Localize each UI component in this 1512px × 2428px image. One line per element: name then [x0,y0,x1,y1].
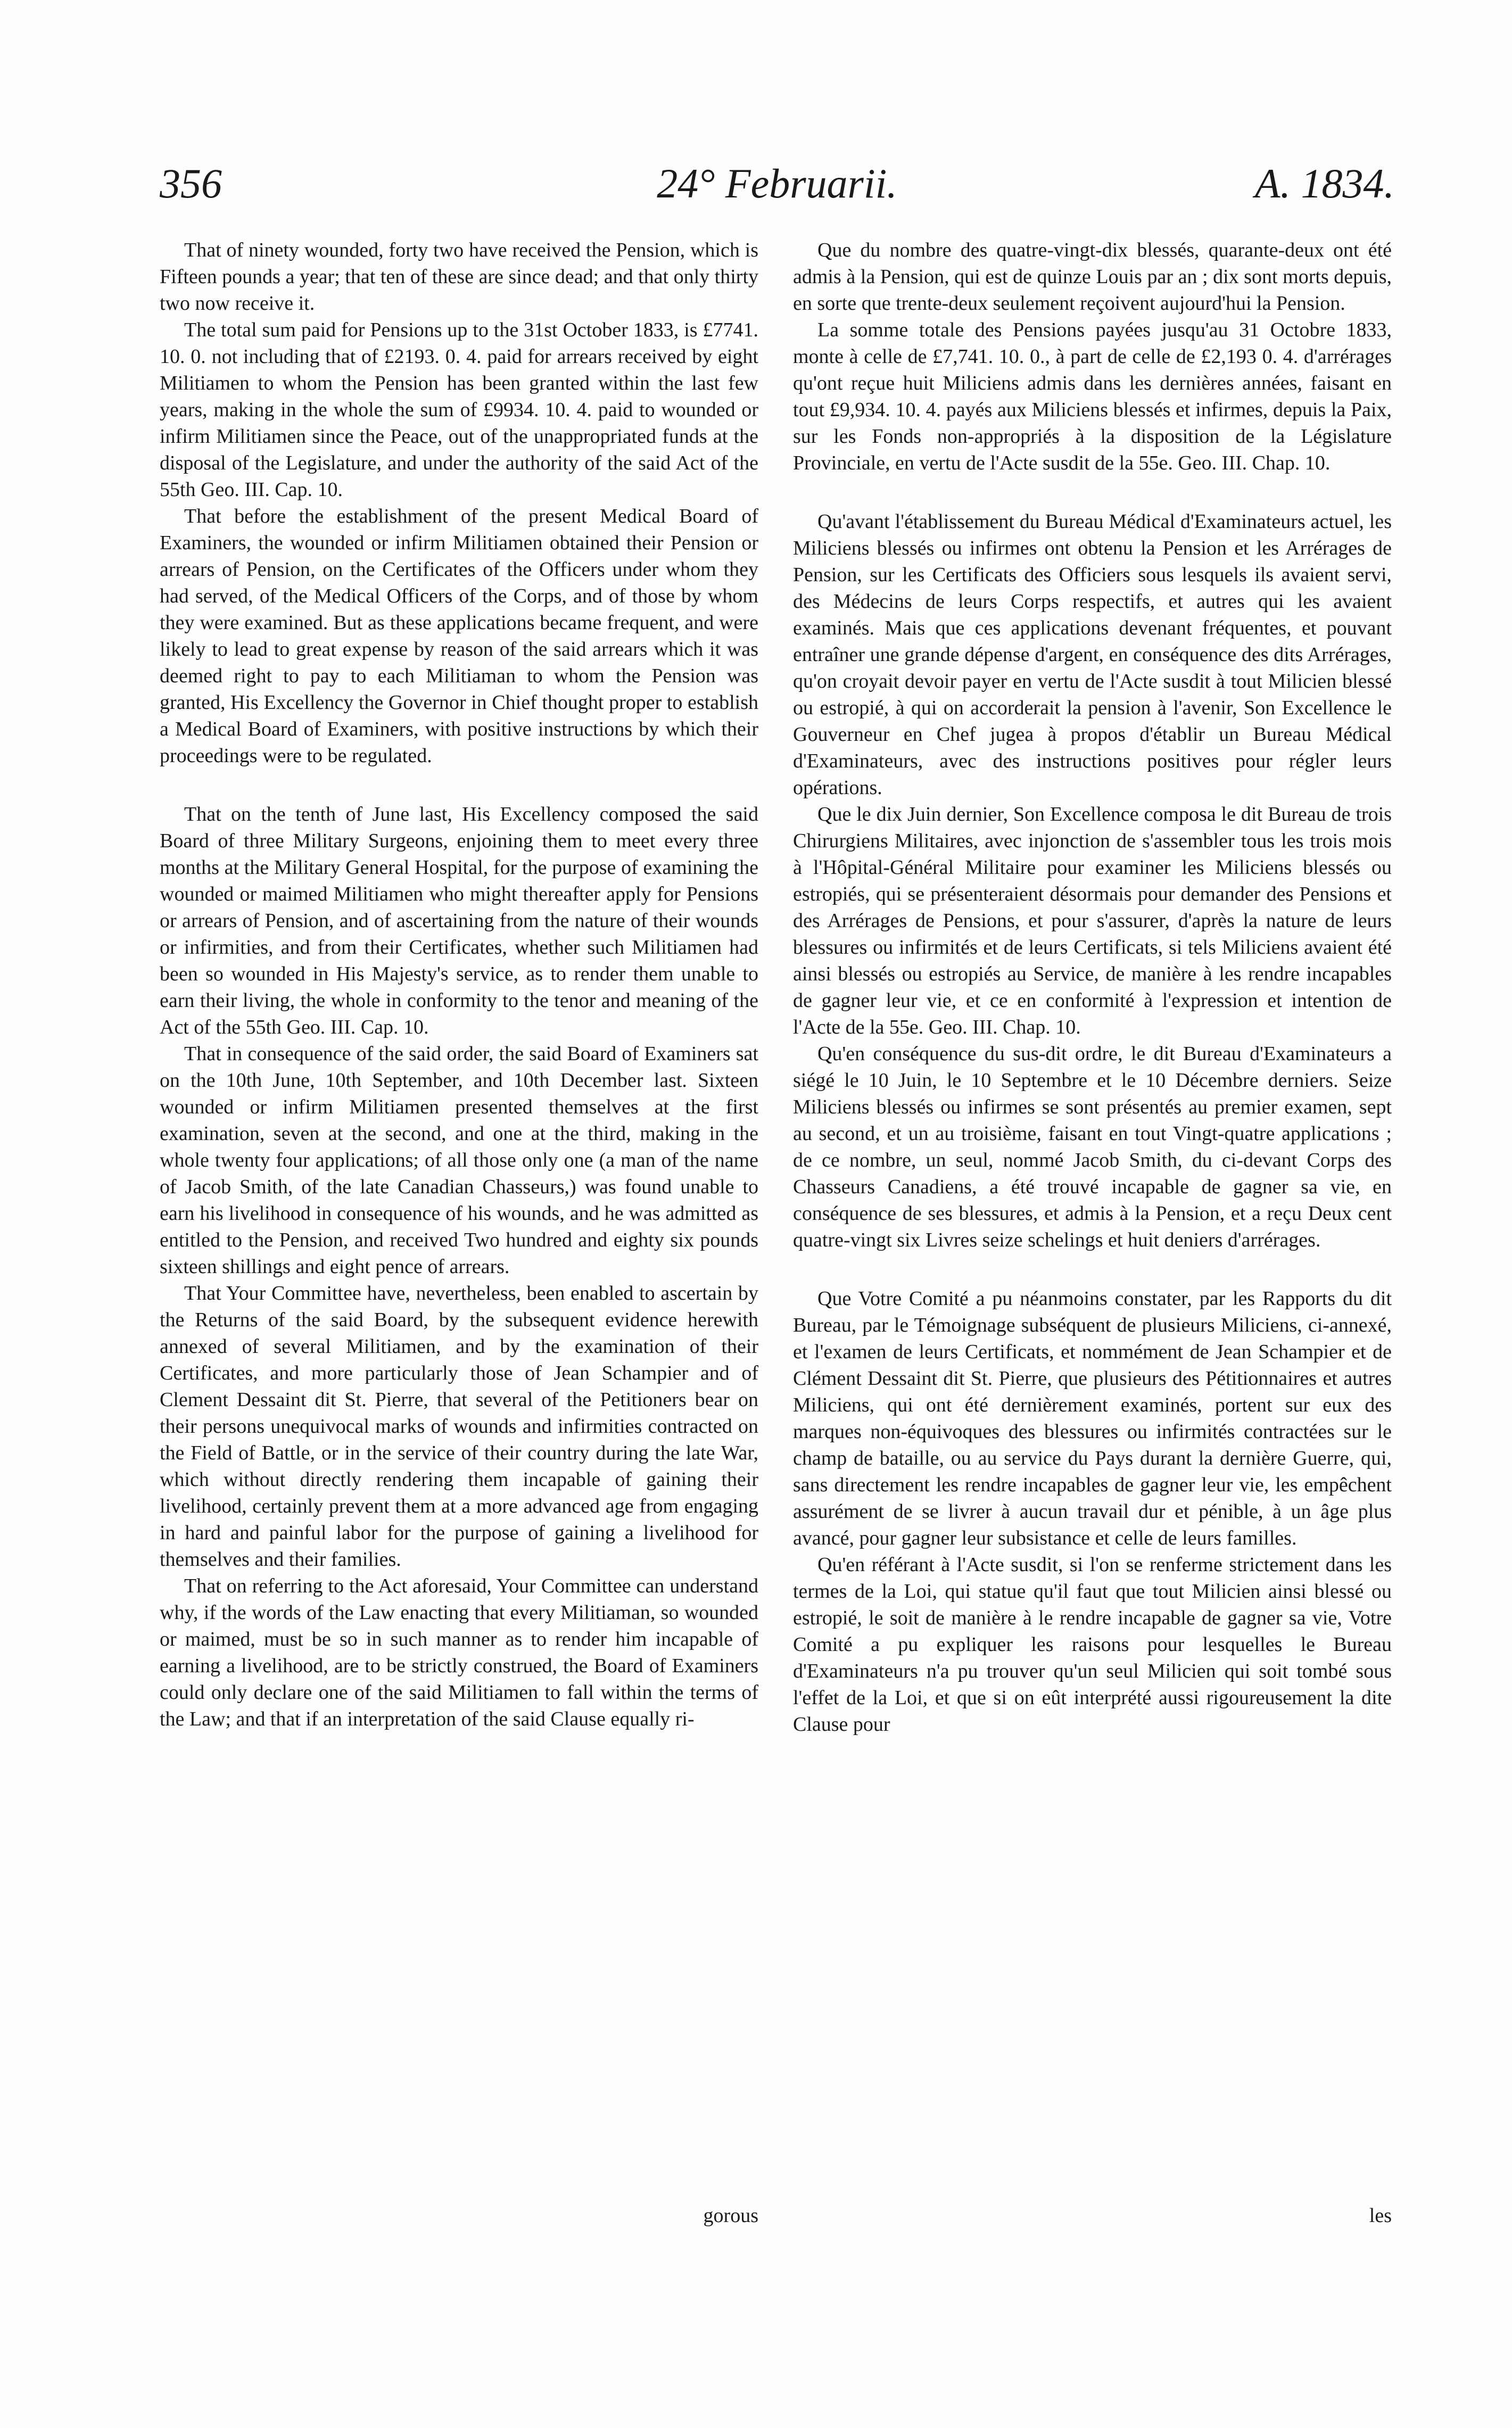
paragraph-fr-5: Qu'en conséquence du sus-dit ordre, le dit Bureau d'Examinateurs a siégé le 10 Juin, le 10 Septembre et le 10 Décembre derniers. Seize Miliciens blessés ou infirmes se sont présentés au premier examen, sept au second, et un au troisième, faisant en tout Vingt-quatre applications ; de ce nombre, un seul, nommé Jacob Smith, du ci-devant Corps des Chasseurs Canadiens, a été trouvé incapable de gagner sa vie, en conséquence de ses blessures, et admis à la Pension, et a reçu Deux cent quatre-vingt six Livres seize schelings et huit deniers d'arrérages. [793,1043,1392,1251]
paragraph-en-5: That in consequence of the said order, the said Board of Examiners sat on the 10th June, 10th September, and 10th December last. Sixteen wounded or infirm Militiamen presented themselves at the first examination, seven at the second, and one at the third, making in the whole twenty four applications; of all those only one (a man of the name of Jacob Smith, of the late Canadian Chasseurs,) was found unable to earn his livelihood in consequence of his wounds, and he was admitted as entitled to the Pension, and received Two hundred and eighty six pounds sixteen shillings and eight pence of arrears. [160,1043,758,1278]
page-number: 356 [160,160,222,207]
page-header [160,160,1394,218]
paragraph-en-3: That before the establishment of the present Medical Board of Examiners, the wounded or infirm Militiamen obtained their Pension or arrears of Pension, on the Certificates of the Officers under whom they had served, of the Medical Officers of the Corps, and of those by whom they were examined. But as these applications became frequent, and were likely to lead to great expense by reason of the said arrears which it was deemed right to pay to each Militiaman to whom the Pension was granted, His Excellency the Governor in Chief thought proper to establish a Medical Board of Examiners, with positive instructions by which their proceedings were to be regulated. [160,505,758,767]
paragraph-fr-4: Que le dix Juin dernier, Son Excellence composa le dit Bureau de trois Chirurgiens Militaires, avec injonction de s'assembler tous les trois mois à l'Hôpital-Général Militaire pour examiner les Miliciens blessés ou estropiés, qui se présenteraient désormais pour demander des Pensions et des Arrérages de Pensions, et pour s'assurer, d'après la nature de leurs blessures ou infirmités et de leurs Certificats, si tels Miliciens avaient été ainsi blessés ou estropiés au Service, de manière à les rendre incapables de gagner leur vie, et ce en conformité à l'expression et intention de l'Acte de la 55e. Geo. III. Chap. 10. [793,803,1392,1038]
paragraph-fr-2: La somme totale des Pensions payées jusqu'au 31 Octobre 1833, monte à celle de £7,741. 10. 0., à part de celle de £2,193 0. 4. d'arrérages qu'ont reçue huit Miliciens admis dans les dernières années, faisant en tout £9,934. 10. 4. payés aux Miliciens blessés et infirmes, depuis la Paix, sur les Fonds non-appropriés à la disposition de la Législature Provinciale, en vertu de l'Acte susdit de la 55e. Geo. III. Chap. 10. [793,319,1392,474]
paragraph-en-4: That on the tenth of June last, His Excellency composed the said Board of three Military Surgeons, enjoining them to meet every three months at the Military General Hospital, for the purpose of examining the wounded or maimed Militiamen who might thereafter apply for Pensions or arrears of Pension, and of ascertaining from the nature of their wounds or infirmities, and from their Certificates, whether such Militiamen had been so wounded in His Majesty's service, as to render them unable to earn their living, the whole in conformity to the tenor and meaning of the Act of the 55th Geo. III. Cap. 10. [160,803,758,1038]
french-column [793,237,1392,1738]
english-column [160,237,758,1732]
paragraph-en-7: That on referring to the Act aforesaid, Your Committee can understand why, if the words of the Law enacting that every Militiaman, so wounded or maimed, must be so in such manner as to render him incapable of earning a livelihood, are to be strictly construed, the Board of Examiners could only declare one of the said Militiamen to fall within the terms of the Law; and that if an interpretation of the said Clause equally ri- [160,1575,758,1730]
paragraph-fr-3: Qu'avant l'établissement du Bureau Médical d'Examinateurs actuel, les Miliciens blessés ou infirmes ont obtenu la Pension et les Arrérages de Pension, sur les Certificats des Officiers sous lesquels ils avaient servi, des Médecins de leurs Corps respectifs, et autres qui les avaient examinés. Mais que ces applications devenant fréquentes, et pouvant entraîner une grande dépense d'argent, en conséquence des dits Arrérages, qu'on croyait devoir payer en vertu de l'Acte susdit à tout Milicien blessé ou estropié, à qui on accorderait la pension à l'avenir, Son Excellence le Gouverneur en Chef jugea à propos d'établir un Bureau Médical d'Examinateurs, avec des instructions positives pour régler leurs opérations. [793,510,1392,799]
running-title: 24° Februarii. [657,160,897,207]
paragraph-fr-1: Que du nombre des quatre-vingt-dix blessés, quarante-deux ont été admis à la Pension, qui est de quinze Louis par an ; dix sont morts depuis, en sorte que trente-deux seulement reçoivent aujourd'hui la Pension. [793,239,1392,315]
catchword-french: les [1369,2204,1392,2227]
paragraph-en-2: The total sum paid for Pensions up to the 31st October 1833, is £7741. 10. 0. not including that of £2193. 0. 4. paid for arrears received by eight Militiamen to whom the Pension has been granted within the last few years, making in the whole the sum of £9934. 10. 4. paid to wounded or infirm Militiamen since the Peace, out of the unappropriated funds at the disposal of the Legislature, and under the authority of the said Act of the 55th Geo. III. Cap. 10. [160,319,758,501]
year-heading: A. 1834. [1254,160,1394,207]
paragraph-en-1: That of ninety wounded, forty two have received the Pension, which is Fifteen pounds a year; that ten of these are since dead; and that only thirty two now receive it. [160,239,758,315]
paragraph-fr-6: Que Votre Comité a pu néanmoins constater, par les Rapports du dit Bureau, par le Témoignage subséquent de plusieurs Miliciens, ci-annexé, et l'examen de leurs Certificats, et nommément de Jean Schampier et de Clément Dessaint dit St. Pierre, que plusieurs des Pétitionnaires et autres Miliciens, qui ont été dernièrement examinés, portent sur eux des marques non-équivoques des blessures ou infirmités contractées sur le champ de bataille, ou au service du Pays durant la dernière Guerre, qui, sans directement les rendre incapables de gagner leur vie, les empêchent assurément de se livrer à aucun travail dur et pénible, à un âge plus avancé, pour gagner leur subsistance et celle de leurs familles. [793,1287,1392,1549]
catchword-english: gorous [703,2204,758,2227]
paragraph-en-6: That Your Committee have, nevertheless, been enabled to ascertain by the Returns of the said Board, by the subsequent evidence herewith annexed of several Militiamen, and by the examination of their Certificates, and more particularly those of Jean Schampier and of Clement Dessaint dit St. Pierre, that several of the Petitioners bear on their persons unequivocal marks of wounds and infirmities contracted on the Field of Battle, or in the service of their country during the late War, which without directly rendering them incapable of gaining their livelihood, certainly prevent them at a more advanced age from engaging in hard and painful labor for the purpose of gaining a livelihood for themselves and their families. [160,1282,758,1571]
paragraph-fr-7: Qu'en référant à l'Acte susdit, si l'on se renferme strictement dans les termes de la Loi, qui statue qu'il faut que tout Milicien ainsi blessé ou estropié, le soit de manière à le rendre incapable de gagner sa vie, Votre Comité a pu expliquer les raisons pour lesquelles le Bureau d'Examinateurs n'a pu trouver qu'un seul Milicien qui soit tombé sous l'effet de la Loi, et que si on eût interprété aussi rigoureusement la dite Clause pour [793,1554,1392,1736]
